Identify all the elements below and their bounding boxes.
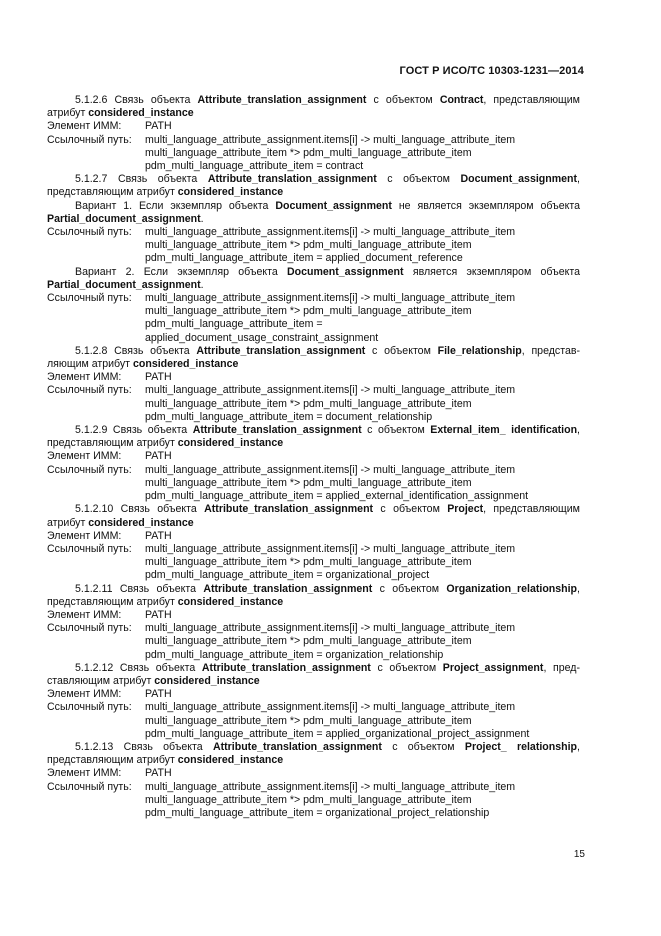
text-run: Связь объекта <box>119 582 204 595</box>
section-heading <box>47 741 580 767</box>
text-run: с объектом <box>370 661 443 674</box>
reference-path-label: Ссылочный путь: <box>47 622 132 635</box>
text-run: с объектом <box>373 503 448 516</box>
path-line: multi_language_attribute_assignment.items[i] -> multi_language_attribute_item <box>145 133 516 146</box>
bold-term: considered_instance <box>88 107 194 120</box>
reference-path-label: Ссылочный путь: <box>47 292 132 305</box>
bold-term: Document_assignment <box>275 199 392 212</box>
path-line: PATH <box>145 450 172 463</box>
reference-path-value <box>145 292 580 345</box>
reference-path <box>47 292 580 345</box>
reference-path-label: Ссылочный путь: <box>47 542 132 555</box>
mim-element <box>47 120 580 133</box>
bold-term: considered_instance <box>154 674 260 687</box>
section-heading <box>47 583 580 609</box>
mim-element <box>47 530 580 543</box>
reference-path <box>47 781 580 821</box>
bold-term: Attribute_translation_assignment <box>207 173 377 186</box>
path-line: multi_language_attribute_assignment.items[i] -> multi_language_attribute_item <box>145 226 516 239</box>
section-number: 5.1.2.10 <box>75 503 114 516</box>
bold-term: External_item_ identification <box>430 424 578 437</box>
text-run: является экземпляром объекта <box>403 265 581 278</box>
document-code-header: ГОСТ Р ИСО/ТС 10303-1231—2014 <box>399 65 584 77</box>
mim-element-value <box>145 609 580 622</box>
section-heading <box>47 503 580 529</box>
mim-element <box>47 371 580 384</box>
section-heading <box>47 345 580 371</box>
path-line: multi_language_attribute_assignment.items[i] -> multi_language_attribute_item <box>145 292 516 305</box>
section-number: 5.1.2.12 <box>75 661 114 674</box>
path-line: multi_language_attribute_assignment.items[i] -> multi_language_attribute_item <box>145 622 516 635</box>
path-line: multi_language_attribute_assignment.items[i] -> multi_language_attribute_item <box>145 780 516 793</box>
section-number: 5.1.2.6 <box>75 94 108 106</box>
mim-element-label: Элемент ИММ: <box>47 529 122 542</box>
mim-element-value <box>145 530 580 543</box>
bold-term: Attribute_translation_assignment <box>192 424 362 437</box>
path-line: PATH <box>145 767 172 780</box>
section-heading <box>47 173 580 199</box>
bold-term: Attribute_translation_assignment <box>203 582 373 595</box>
reference-path <box>47 543 580 583</box>
bold-term: considered_instance <box>132 358 239 371</box>
text-run: , представ-ляющим атрибут <box>47 344 580 371</box>
bold-term: considered_instance <box>177 595 284 608</box>
reference-path <box>47 384 580 424</box>
mim-element-label: Элемент ИММ: <box>47 450 122 463</box>
path-line: multi_language_attribute_item *> pdm_multi_language_attribute_item <box>145 556 472 569</box>
path-line: pdm_multi_language_attribute_item = document_relationship <box>145 410 433 423</box>
text-run: , пред-ставляющим атрибут <box>47 661 580 687</box>
section-number: 5.1.2.8 <box>75 344 108 357</box>
reference-path-label: Ссылочный путь: <box>47 384 132 397</box>
mim-element-value <box>145 120 580 133</box>
path-line: multi_language_attribute_item *> pdm_multi_language_attribute_item <box>145 305 472 318</box>
mim-element <box>47 450 580 463</box>
path-line: PATH <box>145 688 172 701</box>
reference-path-label: Ссылочный путь: <box>47 226 132 239</box>
reference-path <box>47 622 580 662</box>
path-line: pdm_multi_language_attribute_item = <box>145 318 323 331</box>
path-line: PATH <box>145 608 172 621</box>
text-run: . <box>200 212 204 225</box>
bold-term: Organization_relationship <box>446 582 578 595</box>
reference-path-value <box>145 543 580 583</box>
path-line: multi_language_attribute_assignment.items[i] -> multi_language_attribute_item <box>145 463 516 476</box>
mim-element-value <box>145 688 580 701</box>
path-line: PATH <box>145 371 172 384</box>
text-run: с объектом <box>366 94 440 106</box>
bold-term: Partial_document_assignment <box>47 212 201 225</box>
text-run: с объектом <box>365 344 438 357</box>
reference-path-label: Ссылочный путь: <box>47 780 132 793</box>
path-line: pdm_multi_language_attribute_item = applied_external_identification_assignment <box>145 490 529 503</box>
bold-term: Attribute_translation_assignment <box>201 661 371 674</box>
path-line: multi_language_attribute_assignment.items[i] -> multi_language_attribute_item <box>145 701 516 714</box>
text-run: Связь объекта <box>117 173 208 186</box>
path-line: pdm_multi_language_attribute_item = organizational_project_relationship <box>145 806 490 819</box>
bold-term: Project_ relationship <box>464 740 578 753</box>
path-line: multi_language_attribute_assignment.items[i] -> multi_language_attribute_item <box>145 542 516 555</box>
reference-path-label: Ссылочный путь: <box>47 701 132 714</box>
mim-element-label: Элемент ИММ: <box>47 688 122 701</box>
text-run: Связь объекта <box>119 661 202 674</box>
path-line: PATH <box>145 120 172 133</box>
section-number: 5.1.2.13 <box>75 740 114 753</box>
mim-element-value <box>145 450 580 463</box>
bold-term: considered_instance <box>88 516 194 529</box>
mim-element <box>47 609 580 622</box>
mim-element-label: Элемент ИММ: <box>47 767 122 780</box>
reference-path <box>47 701 580 741</box>
bold-term: Attribute_translation_assignment <box>196 344 366 357</box>
bold-term: Contract <box>439 94 484 106</box>
text-run: , представляющим атрибут <box>47 582 580 608</box>
mim-element-value <box>145 371 580 384</box>
bold-term: Attribute_translation_assignment <box>204 503 374 516</box>
text-run: Связь объекта <box>114 94 198 106</box>
reference-path-value <box>145 701 580 741</box>
page-number: 15 <box>573 849 585 860</box>
text-run: с объектом <box>381 740 465 753</box>
reference-path <box>47 226 580 266</box>
path-line: applied_document_usage_constraint_assignment <box>145 331 379 344</box>
reference-path-label: Ссылочный путь: <box>47 133 132 146</box>
text-run: , представляющим атрибут <box>47 173 580 199</box>
path-line: pdm_multi_language_attribute_item = applied_organizational_project_assignment <box>145 727 530 740</box>
text-run: . <box>200 278 204 291</box>
text-run: , представляющим атрибут <box>47 740 580 767</box>
section-number: 5.1.2.11 <box>75 582 113 595</box>
path-line: multi_language_attribute_item *> pdm_multi_language_attribute_item <box>145 476 472 489</box>
path-line: pdm_multi_language_attribute_item = contract <box>145 160 364 173</box>
bold-term: Attribute_translation_assignment <box>212 740 382 753</box>
bold-term: Document_assignment <box>460 173 578 186</box>
bold-term: File_relationship <box>437 344 522 357</box>
path-line: pdm_multi_language_attribute_item = organizational_project <box>145 569 430 582</box>
text-run: , представляющим атрибут <box>47 503 580 529</box>
text-run: Связь объекта <box>123 740 213 753</box>
text-run: с объектом <box>361 424 431 437</box>
bold-term: Document_assignment <box>287 265 404 278</box>
text-run: не является экземпляром объекта <box>391 199 581 212</box>
text-run: Связь объекта <box>114 344 197 357</box>
mim-element <box>47 767 580 780</box>
mim-element <box>47 688 580 701</box>
path-line: multi_language_attribute_assignment.items[i] -> multi_language_attribute_item <box>145 384 516 397</box>
reference-path-value <box>145 384 580 424</box>
path-line: multi_language_attribute_item *> pdm_multi_language_attribute_item <box>145 146 472 159</box>
reference-path-value <box>145 134 580 174</box>
mim-element-label: Элемент ИММ: <box>47 371 122 384</box>
bold-term: Project_assignment <box>442 661 544 674</box>
path-line: pdm_multi_language_attribute_item = organization_relationship <box>145 648 444 661</box>
section-number: 5.1.2.9 <box>75 424 108 437</box>
section-heading <box>47 662 580 688</box>
section-heading <box>47 94 580 120</box>
bold-term: Partial_document_assignment <box>47 278 201 291</box>
text-run: с объектом <box>376 173 461 186</box>
mim-element-label: Элемент ИММ: <box>47 120 122 133</box>
reference-path-label: Ссылочный путь: <box>47 463 132 476</box>
variant-text <box>47 266 580 292</box>
bold-term: considered_instance <box>177 754 284 767</box>
document-body <box>47 94 580 820</box>
bold-term: considered_instance <box>177 186 284 199</box>
text-run: , представляющим атрибут <box>47 94 580 120</box>
text-run: Связь объекта <box>120 503 205 516</box>
reference-path-value <box>145 464 580 504</box>
path-line: multi_language_attribute_item *> pdm_multi_language_attribute_item <box>145 397 472 410</box>
path-line: PATH <box>145 529 172 542</box>
reference-path-value <box>145 622 580 662</box>
path-line: multi_language_attribute_item *> pdm_multi_language_attribute_item <box>145 239 472 252</box>
text-run: Связь объекта <box>112 424 193 437</box>
path-line: pdm_multi_language_attribute_item = applied_document_reference <box>145 252 463 265</box>
reference-path-value <box>145 226 580 266</box>
mim-element-value <box>145 767 580 780</box>
section-heading <box>47 424 580 450</box>
variant-text <box>47 200 580 226</box>
bold-term: considered_instance <box>177 437 284 450</box>
mim-element-label: Элемент ИММ: <box>47 608 122 621</box>
text-run: с объектом <box>372 582 447 595</box>
text-run: Вариант 2. Если экземпляр объекта <box>75 265 287 278</box>
text-run: Вариант 1. Если экземпляр объекта <box>75 199 276 212</box>
path-line: multi_language_attribute_item *> pdm_multi_language_attribute_item <box>145 714 472 727</box>
path-line: multi_language_attribute_item *> pdm_multi_language_attribute_item <box>145 793 472 806</box>
text-run: , представляющим атрибут <box>47 424 580 450</box>
bold-term: Attribute_translation_assignment <box>197 94 367 106</box>
path-line: multi_language_attribute_item *> pdm_multi_language_attribute_item <box>145 635 472 648</box>
section-number: 5.1.2.7 <box>75 173 108 186</box>
bold-term: Project <box>447 503 484 516</box>
reference-path <box>47 464 580 504</box>
reference-path <box>47 134 580 174</box>
reference-path-value <box>145 781 580 821</box>
